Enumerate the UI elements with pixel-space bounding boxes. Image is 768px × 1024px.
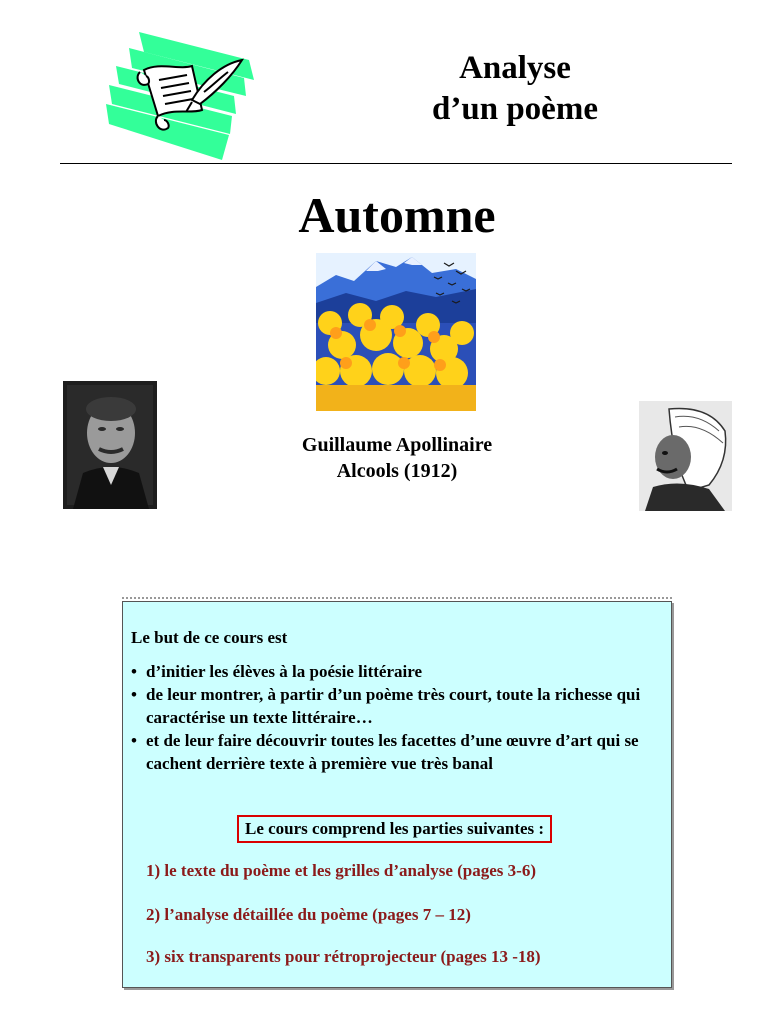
poem-title: Automne	[298, 187, 496, 243]
document-title	[400, 48, 630, 130]
scroll-and-quill-icon	[104, 30, 254, 165]
list-item: • de leur montrer, à partir d’un poème très court, toute la richesse qui caractérise un texte littéraire…	[131, 683, 671, 729]
autumn-forest-illustration	[316, 253, 476, 411]
author-info	[230, 432, 564, 484]
header-divider	[60, 163, 732, 164]
course-part-2: 2) l’analyse détaillée du poème (pages 7 – 12)	[146, 905, 471, 924]
title-line-1: Analyse	[459, 50, 571, 86]
author-portrait-photo	[63, 381, 157, 509]
course-part-1: 1) le texte du poème et les grilles d’analyse (pages 3-6)	[146, 861, 536, 880]
title-line-2: d’un poème	[432, 91, 598, 127]
author-name: Guillaume Apollinaire	[301, 434, 493, 456]
course-part-3: 3) six transparents pour rétroprojecteur (pages 13 -18)	[146, 947, 541, 966]
parts-heading: Le cours comprend les parties suivantes :	[237, 815, 552, 843]
objectives-list	[131, 660, 671, 775]
collection-title: Alcools (1912)	[336, 460, 458, 482]
author-bandaged-portrait-photo	[639, 401, 732, 511]
course-intro: Le but de ce cours est	[131, 628, 288, 647]
list-item: • d’initier les élèves à la poésie littéraire	[131, 660, 671, 683]
list-item: • et de leur faire découvrir toutes les facettes d’une œuvre d’art qui se cachent derrière texte à première vue très banal	[131, 729, 671, 775]
